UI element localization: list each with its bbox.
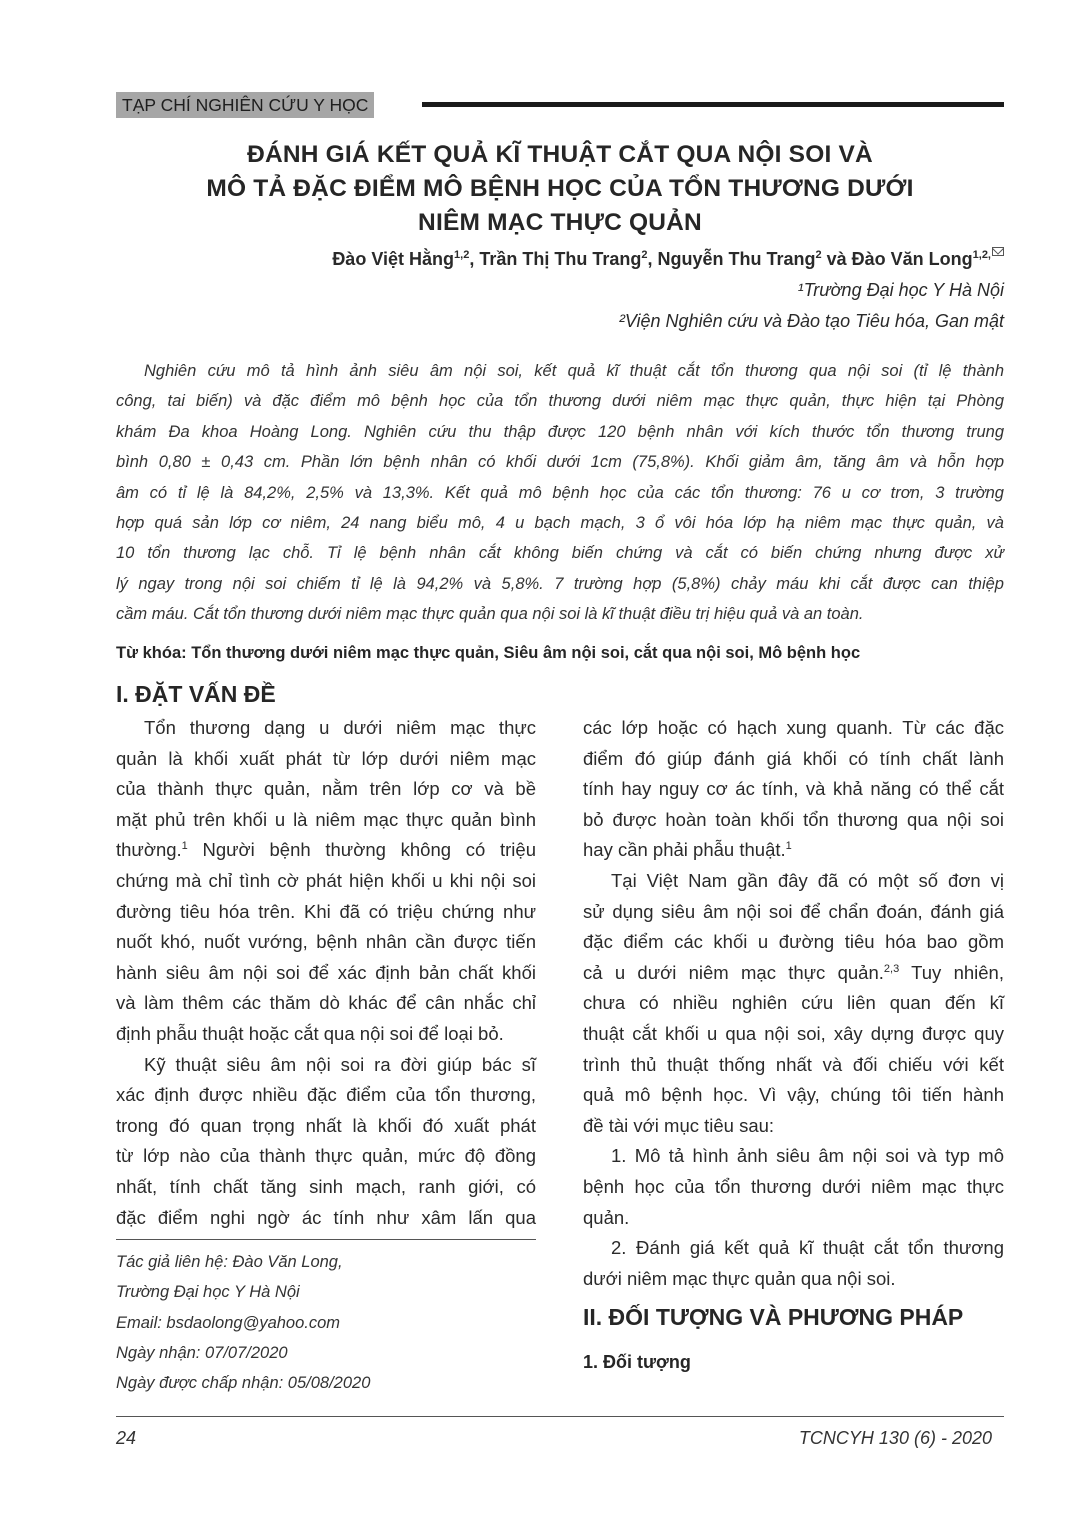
body-line: tính hay nguy cơ ác tính, và khả năng có thể cắt: [583, 778, 1004, 800]
author-name: Đào Văn Long: [851, 249, 973, 269]
abstract: [116, 356, 1004, 630]
body-text: cả u dưới niêm mạc thực quản.: [583, 961, 884, 983]
body-text: Tuy nhiên,: [899, 961, 1004, 983]
author-name: Đào Việt Hằng: [332, 249, 455, 269]
abstract-line: công, tai biến) và đặc điểm mô bệnh học của tổn thương dưới niêm mạc thực quản, thực hiện tại Phòng: [116, 392, 1004, 411]
body-column-left: [116, 713, 536, 1233]
body-line: xác định được nhiều đặc điểm của tổn thương,: [116, 1084, 536, 1106]
author-name: Trần Thị Thu Trang: [479, 249, 642, 269]
article-title: [116, 138, 1004, 240]
footer-rule: [116, 1416, 1004, 1417]
body-line: các lớp hoặc có hạch xung quanh. Từ các đặc: [583, 717, 1004, 738]
abstract-line: hợp quá sản lớp cơ niêm, 24 nang biểu mô, 4 u bạch mạch, 3 ổ vôi hóa lớp hạ niêm mạc thực quản, và: [116, 514, 1004, 533]
body-text: thường.: [116, 839, 182, 861]
affiliation: ¹Trường Đại học Y Hà Nội: [797, 280, 1004, 300]
title-line: MÔ TẢ ĐẶC ĐIỂM MÔ BỆNH HỌC CỦA TỔN THƯƠNG DƯỚI: [206, 175, 914, 202]
author-affil-sup: 2: [815, 249, 822, 261]
footnote-rule: [116, 1239, 536, 1240]
journal-tag: TẠP CHÍ NGHIÊN CỨU Y HỌC: [116, 92, 374, 118]
corr-line: Ngày được chấp nhận: 05/08/2020: [116, 1374, 371, 1393]
body-line: trình thủ thuật thống nhất và đối chiếu với kết: [583, 1053, 1004, 1075]
body-line: nuốt khó, nuốt vướng, bệnh nhân cần được tiến: [116, 931, 536, 953]
section-heading: I. ĐẶT VẤN ĐỀ: [116, 681, 276, 707]
title-line: NIÊM MẠC THỰC QUẢN: [418, 209, 702, 236]
objective-line: bệnh học của tổn thương dưới niêm mạc thực: [583, 1175, 1004, 1197]
body-line: đặc điểm nghi ngờ ác tính như xâm lấn qua: [116, 1206, 536, 1228]
citation: 1: [785, 840, 792, 853]
corr-line: Trường Đại học Y Hà Nội: [116, 1283, 300, 1302]
abstract-line: bình 0,80 ± 0,43 cm. Phần lớn bệnh nhân có khối dưới 1cm (75,8%). Khối giảm âm, tăng âm và hỗn hợp: [116, 453, 1004, 472]
body-line: của thành thực quản, nằm trên lớp cơ và bề: [116, 778, 536, 800]
abstract-line: 10 tổn thương lạc chỗ. Tỉ lệ bệnh nhân cắt không biến chứng và cắt có biến chứng nhưng được xử: [116, 544, 1004, 563]
citation: 2,3: [883, 962, 900, 975]
corr-email: Email: bsdaolong@yahoo.com: [116, 1313, 341, 1332]
subsection-heading: 1. Đối tượng: [583, 1352, 691, 1372]
page-number: 24: [116, 1428, 137, 1448]
author-affil-sup: 1,2: [454, 249, 470, 261]
corr-line: Ngày nhận: 07/07/2020: [116, 1343, 288, 1362]
body-line: Kỹ thuật siêu âm nội soi ra đời giúp bác sĩ: [144, 1053, 536, 1075]
citation: 1: [181, 840, 188, 853]
abstract-line: âm có tỉ lệ là 84,2%, 2,5% và 13,3%. Kết quả mô bệnh học của các tổn thương: 76 u cơ trơn, 3 trường: [116, 483, 1004, 502]
body-line: quản là khối xuất phát từ lớp dưới niêm mạc: [116, 747, 536, 769]
author-affil-sup: 2: [641, 249, 648, 261]
title-line: ĐÁNH GIÁ KẾT QUẢ KĨ THUẬT CẮT QUA NỘI SOI VÀ: [247, 141, 873, 168]
author-separator: và: [821, 249, 852, 269]
body-line: [583, 835, 1004, 866]
body-text: Người bệnh thường không có triệu: [187, 839, 536, 861]
body-line: mặt phủ trên khối u là niêm mạc thực quản bình: [116, 808, 536, 830]
body-line: chứng mà chỉ tình cờ phát hiện khối u khi nội soi: [116, 869, 536, 891]
journal-reference: TCNCYH 130 (6) - 2020: [798, 1428, 992, 1448]
corr-line: Tác giả liên hệ: Đào Văn Long,: [116, 1253, 343, 1271]
author-separator: ,: [647, 249, 658, 269]
envelope-icon: [992, 247, 1004, 256]
body-line: Tổn thương dạng u dưới niêm mạc thực: [144, 717, 536, 738]
body-line: [583, 958, 1004, 989]
author-affil-sup: 1,2,: [972, 249, 991, 261]
affiliation: ²Viện Nghiên cứu và Đào tạo Tiêu hóa, Gan mật: [618, 311, 1004, 331]
keywords: Từ khóa: Tổn thương dưới niêm mạc thực quản, Siêu âm nội soi, cắt qua nội soi, Mô bệnh học: [116, 644, 861, 662]
body-line: và làm thêm các thăm dò khác để cân nhắc chỉ: [116, 992, 536, 1014]
section-heading: II. ĐỐI TƯỢNG VÀ PHƯƠNG PHÁP: [583, 1304, 964, 1330]
body-line: quả mô bệnh học. Vì vậy, chúng tôi tiến hành: [583, 1084, 1004, 1106]
author-separator: ,: [469, 249, 480, 269]
body-line: [116, 835, 536, 866]
author-list: [332, 249, 1004, 270]
body-line: đường tiêu hóa trên. Khi đã có triệu chứng như: [116, 900, 536, 922]
body-line: Tại Việt Nam gần đây đã có một số đơn vị: [611, 869, 1004, 891]
correspondence-note: [116, 1247, 370, 1398]
body-line: từ lớp nào của thành thực quản, mức độ đồng: [116, 1145, 536, 1167]
abstract-line: Nghiên cứu mô tả hình ảnh siêu âm nội soi, kết quả kĩ thuật cắt tổn thương qua nội soi (tỉ lệ thành: [144, 362, 1004, 380]
abstract-line: cầm máu. Cắt tổn thương dưới niêm mạc thực quản qua nội soi là kĩ thuật điều trị hiệu quả và an toàn.: [116, 605, 864, 624]
abstract-line: khám Đa khoa Hoàng Long. Nghiên cứu thu thập được 120 bệnh nhân với kích thước tổn thương trung: [116, 422, 1004, 441]
header-rule: [422, 102, 1004, 107]
author-name: Nguyễn Thu Trang: [657, 249, 816, 269]
body-line: chưa có nhiều nghiên cứu liên quan đến kĩ: [583, 992, 1004, 1014]
body-line: đề tài với mục tiêu sau:: [583, 1114, 775, 1136]
body-line: đặc điểm các khối u đường tiêu hóa bao gồm: [583, 931, 1004, 953]
objective-line: 2. Đánh giá kết quả kĩ thuật cắt tổn thương: [611, 1237, 1004, 1259]
body-line: hành siêu âm nội soi để xác định bản chất khối: [116, 961, 536, 983]
body-line: bỏ được hoàn toàn khối tổn thương qua nội soi: [583, 808, 1004, 830]
body-line: điểm đó giúp đánh giá khối có tính chất lành: [583, 747, 1004, 769]
body-line: sử dụng siêu âm nội soi để chẩn đoán, đánh giá: [583, 900, 1004, 922]
objective-line: quản.: [583, 1206, 630, 1228]
abstract-line: lý ngay trong nội soi chiếm tỉ lệ là 94,2% và 5,8%. 7 trường hợp (5,8%) chảy máu khi cắt được can thiệp: [116, 574, 1004, 593]
body-line: định phẫu thuật hoặc cắt qua nội soi để loại bỏ.: [116, 1022, 504, 1044]
body-line: nhất, tính chất tăng sinh mạch, ranh giới, có: [116, 1175, 536, 1197]
body-column-right: [583, 713, 1004, 1294]
body-line: thuật cắt khối u qua nội soi, xây dựng được quy: [583, 1022, 1004, 1044]
body-line: trong đó quan trọng nhất là khối đó xuất phát: [116, 1114, 536, 1136]
body-text: hay cần phải phẫu thuật.: [583, 839, 786, 861]
objective-line: 1. Mô tả hình ảnh siêu âm nội soi và typ mô: [611, 1145, 1004, 1167]
objective-line: dưới niêm mạc thực quản qua nội soi.: [583, 1267, 896, 1289]
journal-header: [116, 92, 1004, 118]
